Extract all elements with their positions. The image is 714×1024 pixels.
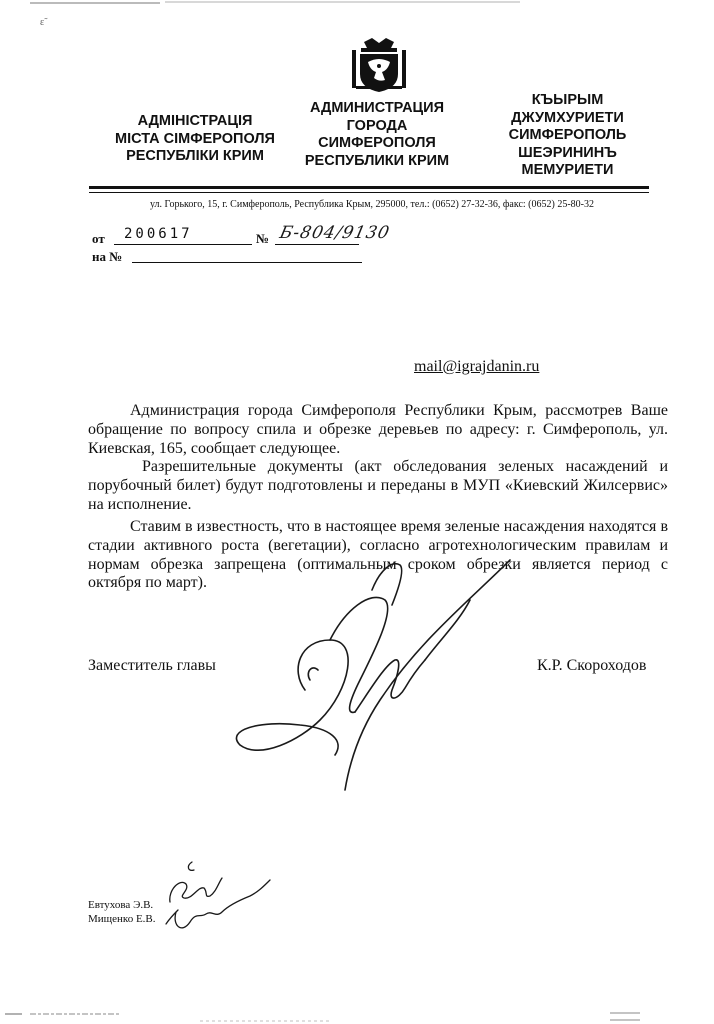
executor-name: Евтухова Э.В. xyxy=(88,899,154,911)
letterhead-crimean-tatar xyxy=(500,92,635,180)
letterhead-line: АДМИНИСТРАЦИЯ xyxy=(309,100,444,116)
outgoing-date: 200617 xyxy=(124,226,193,242)
letterhead-line: ГОРОДА xyxy=(346,117,408,134)
signer-position: Заместитель главы xyxy=(88,657,216,674)
corner-mark: ɛ̃ xyxy=(40,17,45,28)
letterhead-line: СИМФЕРОПОЛЬ xyxy=(508,127,627,143)
letterhead-line: АДМІНІСТРАЦІЯ xyxy=(137,113,253,129)
executor-name: Мищенко Е.В. xyxy=(88,913,156,925)
address-line: ул. Горького, 15, г. Симферополь, Республика Крым, 295000, тел.: (0652) 27-32-36, факс: (0652) 25-80-32 xyxy=(149,199,594,210)
from-date-label: от xyxy=(92,231,105,246)
recipient-email[interactable]: mail@igrajdanin.ru xyxy=(414,358,540,375)
letterhead-russian xyxy=(292,100,462,170)
letterhead-line: РЕСПУБЛИКИ КРИМ xyxy=(304,152,450,169)
letterhead-line: ДЖУМХУРИЕТИ xyxy=(511,109,624,126)
letterhead-line: РЕСПУБЛІКИ КРИМ xyxy=(126,148,264,164)
letterhead-ukrainian xyxy=(95,113,295,166)
letterhead-divider-thin xyxy=(89,192,649,193)
signer-name: К.Р. Скороходов xyxy=(537,657,647,674)
number-underline xyxy=(275,244,359,245)
letterhead-line: ШЕЭРИНИНЪ xyxy=(518,144,617,161)
body-paragraph-3: Ставим в известность, что в настоящее время зеленые насаждения находятся в стадии активного роста (вегетации), согласно агротехнологическим правилам и нормам обрезка запрещена (оптимальным сроком обрезки является период с октября по март). xyxy=(88,518,668,592)
number-label: № xyxy=(256,231,270,246)
body-paragraph-1: Администрация города Симферополя Республики Крым, рассмотрев Ваше обращение по вопросу спила и обрезке деревьев по адресу: г. Симферополь, ул. Киевская, 165, сообщает следующее. xyxy=(88,402,668,457)
crimea-coat-of-arms-icon xyxy=(348,38,410,94)
reply-to-label: на № xyxy=(92,249,123,264)
scan-artifacts-top xyxy=(0,0,714,20)
letterhead-line: КЪЫРЫМ xyxy=(531,92,604,108)
letterhead-line: МЕМУРИЕТИ xyxy=(521,162,614,178)
outgoing-number: Б-804/9130 xyxy=(277,223,392,243)
letterhead-divider xyxy=(89,186,649,189)
body-paragraph-2: Разрешительные документы (акт обследования зеленых насаждений и порубочный билет) будут подготовлены и переданы в МУП «Киевский Жилсервис» на исполнение. xyxy=(88,458,668,513)
scan-artifacts-bottom xyxy=(0,1008,714,1024)
letterhead-line: СИМФЕРОПОЛЯ xyxy=(318,135,436,151)
date-underline xyxy=(114,244,252,245)
reply-to-underline xyxy=(132,262,362,263)
letterhead-line: МІСТА СІМФЕРОПОЛЯ xyxy=(115,130,275,147)
